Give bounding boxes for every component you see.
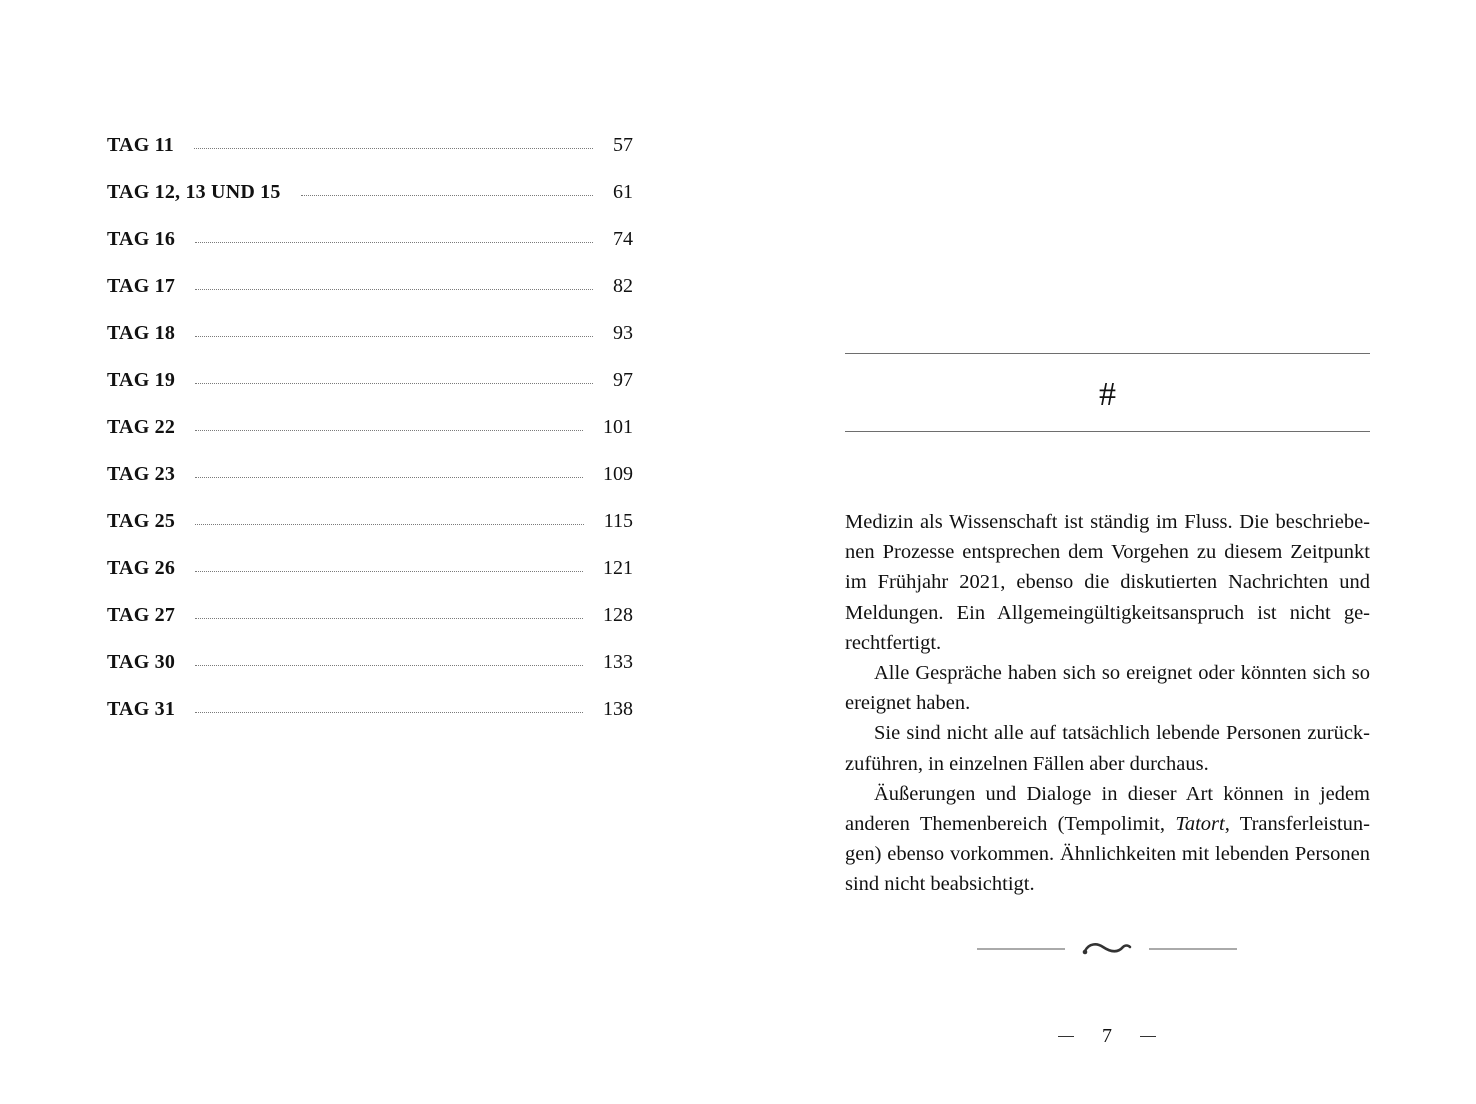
toc-entry[interactable] [107,216,633,263]
ornament-swash [1085,944,1130,951]
toc-entry-page-number: 109 [603,463,633,485]
toc-entry-title: TAG 11 [107,134,174,156]
toc-dot-leader [195,571,583,572]
toc-entry-title: TAG 31 [107,698,176,720]
toc-entry-title: TAG 17 [107,275,176,297]
toc-dot-leader [195,524,584,525]
toc-entry-title: TAG 22 [107,416,176,438]
toc-entry-page-number: 101 [603,416,633,438]
toc-dot-leader [195,242,593,243]
toc-entry-title: TAG 18 [107,322,176,344]
toc-entry-title: TAG 19 [107,369,176,391]
paragraph-4-start: Äußerungen und Dialoge in dieser Art können in jedem anderen Themenbereich (Tempolimit, [845,782,1370,836]
disclaimer-text [845,507,1370,900]
toc-entry-title: TAG 27 [107,604,176,626]
toc-dot-leader [195,618,583,619]
toc-entry[interactable] [107,310,633,357]
swash-ornament-icon [977,934,1239,964]
toc-dot-leader [195,383,593,384]
toc-entry-page-number: 128 [603,604,633,626]
folio-right-dash [1140,1036,1156,1037]
folio-left-dash [1058,1036,1074,1037]
paragraph-4-italic: Tatort [1175,813,1225,836]
paragraph-4 [845,779,1370,900]
ornament-swash-dot [1083,950,1088,955]
toc-entry[interactable] [107,498,633,545]
toc-entry-page-number: 138 [603,698,633,720]
toc-entry[interactable] [107,451,633,498]
paragraph-4-end: , Transferleistungen) ebenso vorkommen. Ähnlichkeiten mit lebenden Personen sind nicht beabsichtigt. [845,813,1370,896]
toc-entry-page-number: 74 [613,228,633,250]
toc-entry-page-number: 82 [613,275,633,297]
toc-entry-title: TAG 23 [107,463,176,485]
toc-entry-page-number: 61 [613,181,633,203]
toc-entry-title: TAG 30 [107,651,176,673]
toc-entry-page-number: 57 [613,134,633,156]
toc-dot-leader [195,665,583,666]
toc-entry[interactable] [107,545,633,592]
toc-entry-page-number: 115 [603,510,633,532]
toc-dot-leader [195,289,593,290]
toc-entry-title: TAG 26 [107,557,176,579]
section-symbol: # [1099,376,1116,413]
toc-dot-leader [301,195,593,196]
toc-dot-leader [195,430,583,431]
toc-dot-leader [195,336,593,337]
top-rule [845,353,1370,354]
table-of-contents [107,122,633,733]
toc-entry[interactable] [107,357,633,404]
toc-entry-title: TAG 12, 13 UND 15 [107,181,281,203]
toc-entry-page-number: 121 [603,557,633,579]
page-number: 7 [1102,1024,1112,1047]
paragraph-2: Alle Gespräche haben sich so ereignet oder könnten sich so ereignet haben. [845,662,1370,715]
toc-entry-page-number: 133 [603,651,633,673]
toc-entry[interactable] [107,686,633,733]
paragraph-3: Sie sind nicht alle auf tatsächlich lebende Personen zurückzuführen, in einzelnen Fällen aber durchaus. [845,722,1370,775]
paragraph-1: Medizin als Wissenschaft ist ständig im Fluss. Die beschriebenen Prozesse entsprechen dem Vorgehen zu diesem Zeitpunkt im Frühjahr 2021, ebenso die diskutierten Nachrichten und Meldungen. Ein Allgemeingültigkeitsanspruch ist nicht gerechtfertigt. [845,511,1370,654]
toc-dot-leader [195,712,583,713]
toc-dot-leader [195,477,583,478]
page-number-footer [1058,1022,1156,1050]
toc-entry-title: TAG 16 [107,228,176,250]
toc-entry[interactable] [107,263,633,310]
toc-entry[interactable] [107,169,633,216]
toc-entry[interactable] [107,122,633,169]
toc-entry[interactable] [107,639,633,686]
toc-entry[interactable] [107,404,633,451]
toc-entry-page-number: 97 [613,369,633,391]
toc-entry-title: TAG 25 [107,510,176,532]
toc-entry[interactable] [107,592,633,639]
bottom-rule [845,431,1370,432]
toc-dot-leader [194,148,593,149]
toc-entry-page-number: 93 [613,322,633,344]
